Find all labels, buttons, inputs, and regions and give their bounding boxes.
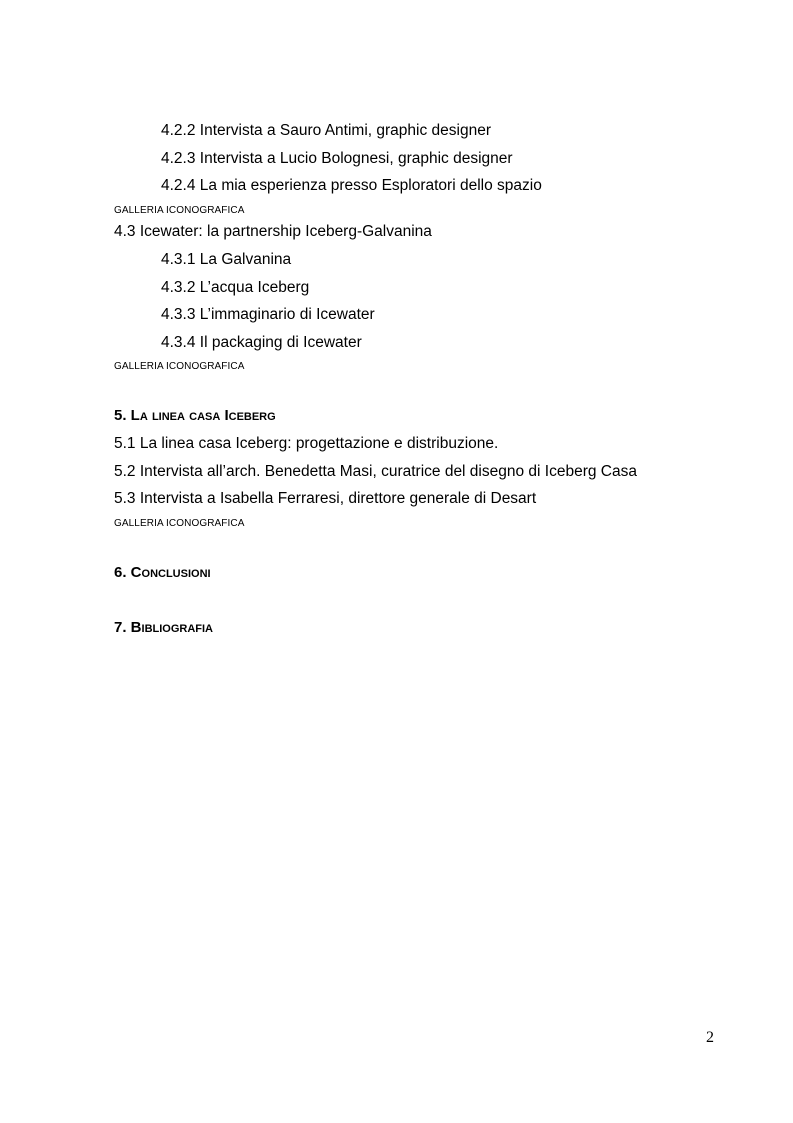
gallery-label: GALLERIA ICONOGRAFICA xyxy=(114,361,245,372)
chapter-5-heading: 5. La linea casa Iceberg xyxy=(114,407,276,424)
gallery-label: GALLERIA ICONOGRAFICA xyxy=(114,518,245,529)
toc-entry-4-3: 4.3 Icewater: la partnership Iceberg-Galvanina xyxy=(114,223,432,240)
toc-entry-4-2-3: 4.2.3 Intervista a Lucio Bolognesi, graphic designer xyxy=(161,150,513,167)
toc-entry-4-2-4: 4.2.4 La mia esperienza presso Esploratori dello spazio xyxy=(161,177,542,194)
toc-entry-4-3-3: 4.3.3 L’immaginario di Icewater xyxy=(161,306,375,323)
gallery-label: GALLERIA ICONOGRAFICA xyxy=(114,205,245,216)
chapter-6-heading: 6. Conclusioni xyxy=(114,564,211,581)
page-number: 2 xyxy=(706,1029,714,1046)
toc-entry-4-3-1: 4.3.1 La Galvanina xyxy=(161,251,292,268)
toc-entry-5-2: 5.2 Intervista all’arch. Benedetta Masi, curatrice del disegno di Iceberg Casa xyxy=(114,463,637,480)
chapter-7-heading: 7. Bibliografia xyxy=(114,619,214,636)
toc-entry-5-1: 5.1 La linea casa Iceberg: progettazione e distribuzione. xyxy=(114,435,499,452)
toc-entry-4-3-2: 4.3.2 L’acqua Iceberg xyxy=(161,279,310,296)
toc-entry-4-2-2: 4.2.2 Intervista a Sauro Antimi, graphic designer xyxy=(161,122,491,139)
toc-entry-4-3-4: 4.3.4 Il packaging di Icewater xyxy=(161,334,362,351)
toc-entry-5-3: 5.3 Intervista a Isabella Ferraresi, direttore generale di Desart xyxy=(114,490,537,507)
